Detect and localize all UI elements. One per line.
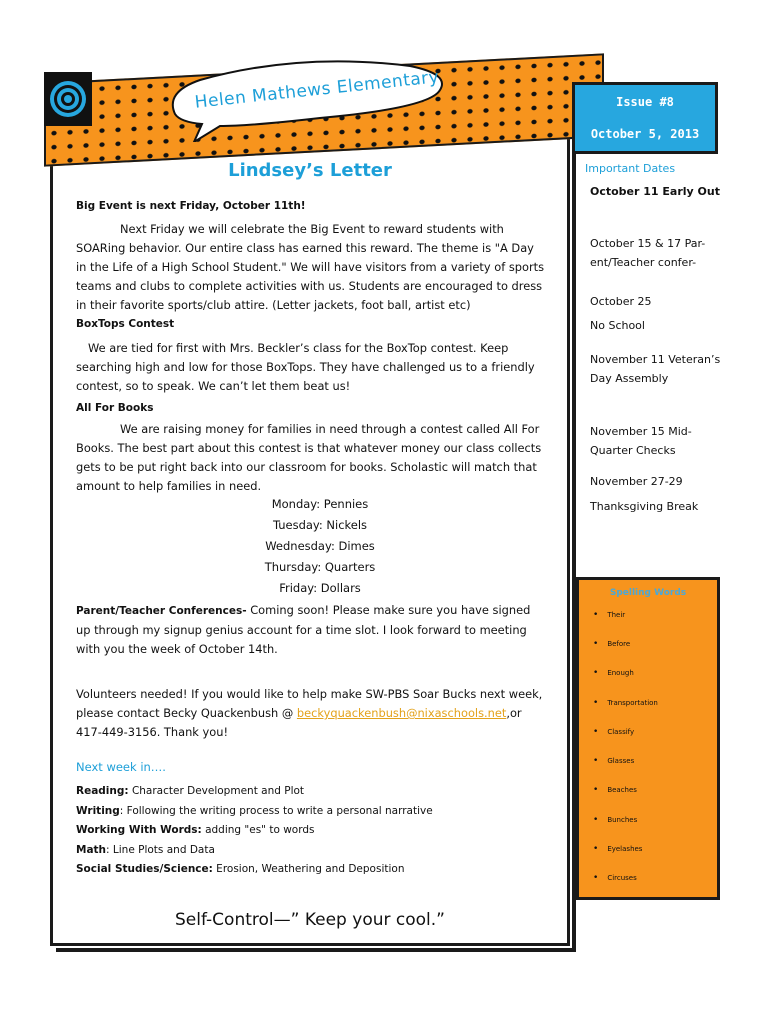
big-event-heading: Big Event is next Friday, October 11th!	[76, 200, 306, 212]
subject-label: Math	[76, 843, 107, 856]
day-item: Monday: Pennies	[271, 497, 369, 511]
subject-label: Writing	[76, 804, 120, 817]
important-dates-heading: Important Dates	[585, 162, 676, 175]
motto: Self-Control—” Keep your cool.”	[175, 910, 445, 930]
spelling-word: • Eyelashes	[593, 844, 713, 854]
volunteer-text: Volunteers needed! If you would like to help make SW-PBS Soar Bucks next week, please contact Becky Quackenbush @	[76, 687, 543, 720]
date-item: Thanksgiving Break	[590, 500, 699, 513]
spelling-word: • Beaches	[593, 785, 713, 795]
boxtops-text: We are tied for first with Mrs. Beckler’s class for the BoxTop contest. Keep searching high and low for those BoxTops. They have challenged us to a friendly contest, so to speak. We can’t let them beat us!	[76, 341, 535, 393]
days-list	[150, 494, 490, 599]
spelling-word: • Glasses	[593, 756, 713, 766]
issue-box	[572, 82, 718, 154]
next-week-list	[76, 782, 556, 880]
spelling-heading: Spelling Words	[609, 588, 687, 598]
subject-item	[76, 782, 556, 802]
subject-label: Working With Words:	[76, 824, 202, 836]
issue-number: Issue #8	[616, 95, 674, 109]
date-item: October 15 & 17 Par-ent/Teacher confer-	[590, 237, 706, 269]
spelling-word: • Before	[593, 639, 713, 649]
books-text: We are raising money for families in need through a contest called All For Books. The best part about this contest is that whatever money our class collects gets to be put right back into our classroom for books. Scholastic will match that amount to help families in need.	[76, 422, 542, 493]
spelling-word: • Enough	[593, 668, 713, 678]
day-item: Thursday: Quarters	[264, 560, 376, 574]
spelling-word: • Bunches	[593, 815, 713, 825]
spelling-word: • Their	[593, 610, 713, 620]
volunteer-email-link[interactable]: beckyquackenbush@nixaschools.net	[296, 706, 507, 720]
subject-text: adding "es" to words	[201, 824, 315, 836]
volunteer-paragraph	[76, 685, 546, 742]
date-item: No School	[590, 319, 645, 332]
next-week-heading: Next week in….	[76, 760, 166, 774]
spelling-box	[576, 577, 720, 900]
subject-item	[76, 821, 556, 841]
conferences-text: Coming soon! Please make sure you have signed up through my signup genius account for a time slot. I look forward to meeting with you the week of October 14th.	[76, 603, 531, 656]
conferences-paragraph	[76, 601, 546, 659]
target-icon	[44, 72, 92, 126]
books-heading: All For Books	[76, 402, 154, 414]
subject-text: Erosion, Weathering and Deposition	[212, 863, 405, 875]
spelling-word: • Transportation	[593, 698, 713, 708]
date-item: November 15 Mid-Quarter Checks	[590, 425, 692, 457]
day-item: Tuesday: Nickels	[272, 518, 368, 532]
subject-item	[76, 802, 556, 822]
subject-item	[76, 841, 556, 861]
day-item: Friday: Dollars	[279, 581, 361, 595]
school-name-bubble	[160, 52, 450, 142]
volunteer-text-end: ,or 417-449-3156. Thank you!	[76, 706, 522, 739]
day-item: Wednesday: Dimes	[265, 539, 375, 553]
subject-text: : Following the writing process to write a personal narrative	[119, 804, 433, 817]
date-item: November 11 Veteran’s Day Assembly	[590, 353, 721, 385]
boxtops-heading: BoxTops Contest	[76, 318, 175, 330]
date-item: October 25	[590, 295, 652, 308]
subject-label: Reading:	[76, 785, 129, 797]
subject-text: : Line Plots and Data	[106, 843, 215, 856]
spelling-word: • Classify	[593, 727, 713, 737]
date-item: November 27-29	[590, 475, 683, 488]
spelling-word: • Circuses	[593, 873, 713, 883]
school-name: Helen Mathews Elementary	[193, 67, 441, 113]
subject-item	[76, 860, 556, 880]
issue-date: October 5, 2013	[590, 127, 700, 141]
subject-label: Social Studies/Science:	[76, 863, 213, 875]
subject-text: Character Development and Plot	[128, 785, 305, 797]
date-item: October 11 Early Out	[590, 185, 720, 198]
conferences-heading: Parent/Teacher Conferences-	[76, 605, 247, 617]
page-title: Lindsey’s Letter	[228, 160, 392, 181]
big-event-text: Next Friday we will celebrate the Big Event to reward students with SOARing behavior. Our entire class has earned this reward. The theme is "A Day in the Life of a High School Student." We will have visitors from a variety of sports teams and clubs to complete activities with us. Students are encouraged to dress in their favorite sports/club attire. (Letter jackets, foot ball, artist etc)	[76, 222, 545, 312]
